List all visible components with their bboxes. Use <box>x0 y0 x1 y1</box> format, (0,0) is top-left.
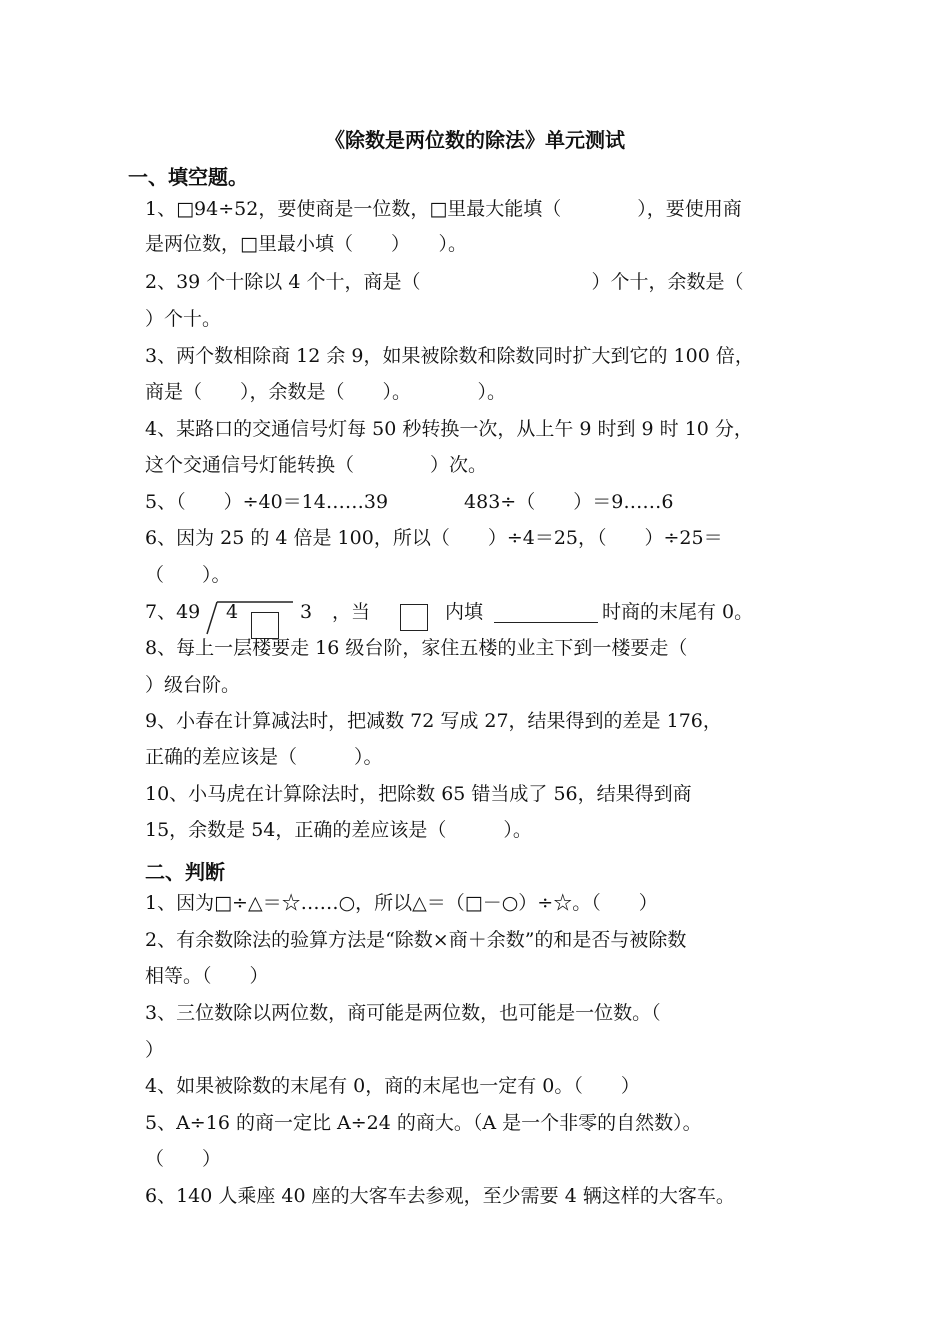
judge-q5-line2: （ ） <box>145 1148 222 1170</box>
fill-q10-line2: 15，余数是 54，正确的差应该是（ ）。 <box>145 819 532 841</box>
section-heading-judge: 二、判断 <box>145 860 225 884</box>
fill-q1-line2: 是两位数，□里最小填（ ） ）。 <box>145 233 467 255</box>
judge-q5-line1: 5、A÷16 的商一定比 A÷24 的商大。（A 是一个非零的自然数）。 <box>145 1112 702 1134</box>
judge-q2-line2: 相等。（ ） <box>145 965 269 987</box>
fill-q8-line1: 8、每上一层楼要走 16 级台阶，家住五楼的业主下到一楼要走（ <box>145 637 688 659</box>
section-heading-fill: 一、填空题。 <box>128 165 248 189</box>
fill-q2-line2: ）个十。 <box>145 308 222 330</box>
fill-q10-line1: 10、小马虎在计算除法时，把除数 65 错当成了 56，结果得到商 <box>145 783 692 805</box>
fill-q3-line1: 3、两个数相除商 12 余 9，如果被除数和除数同时扩大到它的 100 倍， <box>145 345 754 367</box>
judge-q2-line1: 2、有余数除法的验算方法是“除数×商＋余数”的和是否与被除数 <box>145 929 687 951</box>
judge-q3-line1: 3、三位数除以两位数，商可能是两位数，也可能是一位数。（ <box>145 1002 661 1024</box>
fill-q1-line1: 1、□94÷52，要使商是一位数，□里最大能填（ ），要使用商 <box>145 198 742 220</box>
fill-q9-line2: 正确的差应该是（ ）。 <box>145 746 383 768</box>
dividend-digit-four: 4 <box>226 601 239 623</box>
dividend-digit-three: 3 <box>300 601 313 623</box>
judge-q4: 4、如果被除数的末尾有 0，商的末尾也一定有 0。（ ） <box>145 1075 640 1097</box>
judge-q6: 6、140 人乘座 40 座的大客车去参观，至少需要 4 辆这样的大客车。 <box>145 1185 735 1207</box>
page-title: 《除数是两位数的除法》单元测试 <box>325 128 625 152</box>
judge-q1: 1、因为□÷△＝☆……○，所以△＝（□－○）÷☆。（ ） <box>145 892 658 914</box>
fill-q6-line1: 6、因为 25 的 4 倍是 100，所以（ ）÷4＝25，（ ）÷25＝ <box>145 527 723 549</box>
judge-q3-line2: ） <box>145 1039 165 1061</box>
dividend-box[interactable] <box>251 612 279 639</box>
fill-q7-label: 7、49 <box>145 601 201 623</box>
answer-blank[interactable] <box>494 621 598 623</box>
fill-q7-when: ，当 <box>332 601 371 623</box>
fill-q5: 5、（ ）÷40＝14……39 483÷（ ）＝9……6 <box>145 491 674 513</box>
fill-q4-line2: 这个交通信号灯能转换（ ）次。 <box>145 454 488 476</box>
fill-q8-line2: ）级台阶。 <box>145 674 241 696</box>
fill-q2-line1: 2、39 个十除以 4 个十，商是（ ）个十，余数是（ <box>145 271 744 293</box>
division-bracket-icon <box>205 600 295 636</box>
fill-q7-tail: 时商的末尾有 0。 <box>602 601 754 623</box>
fill-q7-fill-in: 内填 <box>445 601 484 623</box>
answer-box[interactable] <box>400 604 428 631</box>
fill-q3-line2: 商是（ ），余数是（ ）。 ）。 <box>145 381 507 403</box>
fill-q4-line1: 4、某路口的交通信号灯每 50 秒转换一次，从上午 9 时到 9 时 10 分， <box>145 418 753 440</box>
fill-q9-line1: 9、小春在计算减法时，把减数 72 写成 27，结果得到的差是 176， <box>145 710 722 732</box>
fill-q6-line2: （ ）。 <box>145 564 231 586</box>
